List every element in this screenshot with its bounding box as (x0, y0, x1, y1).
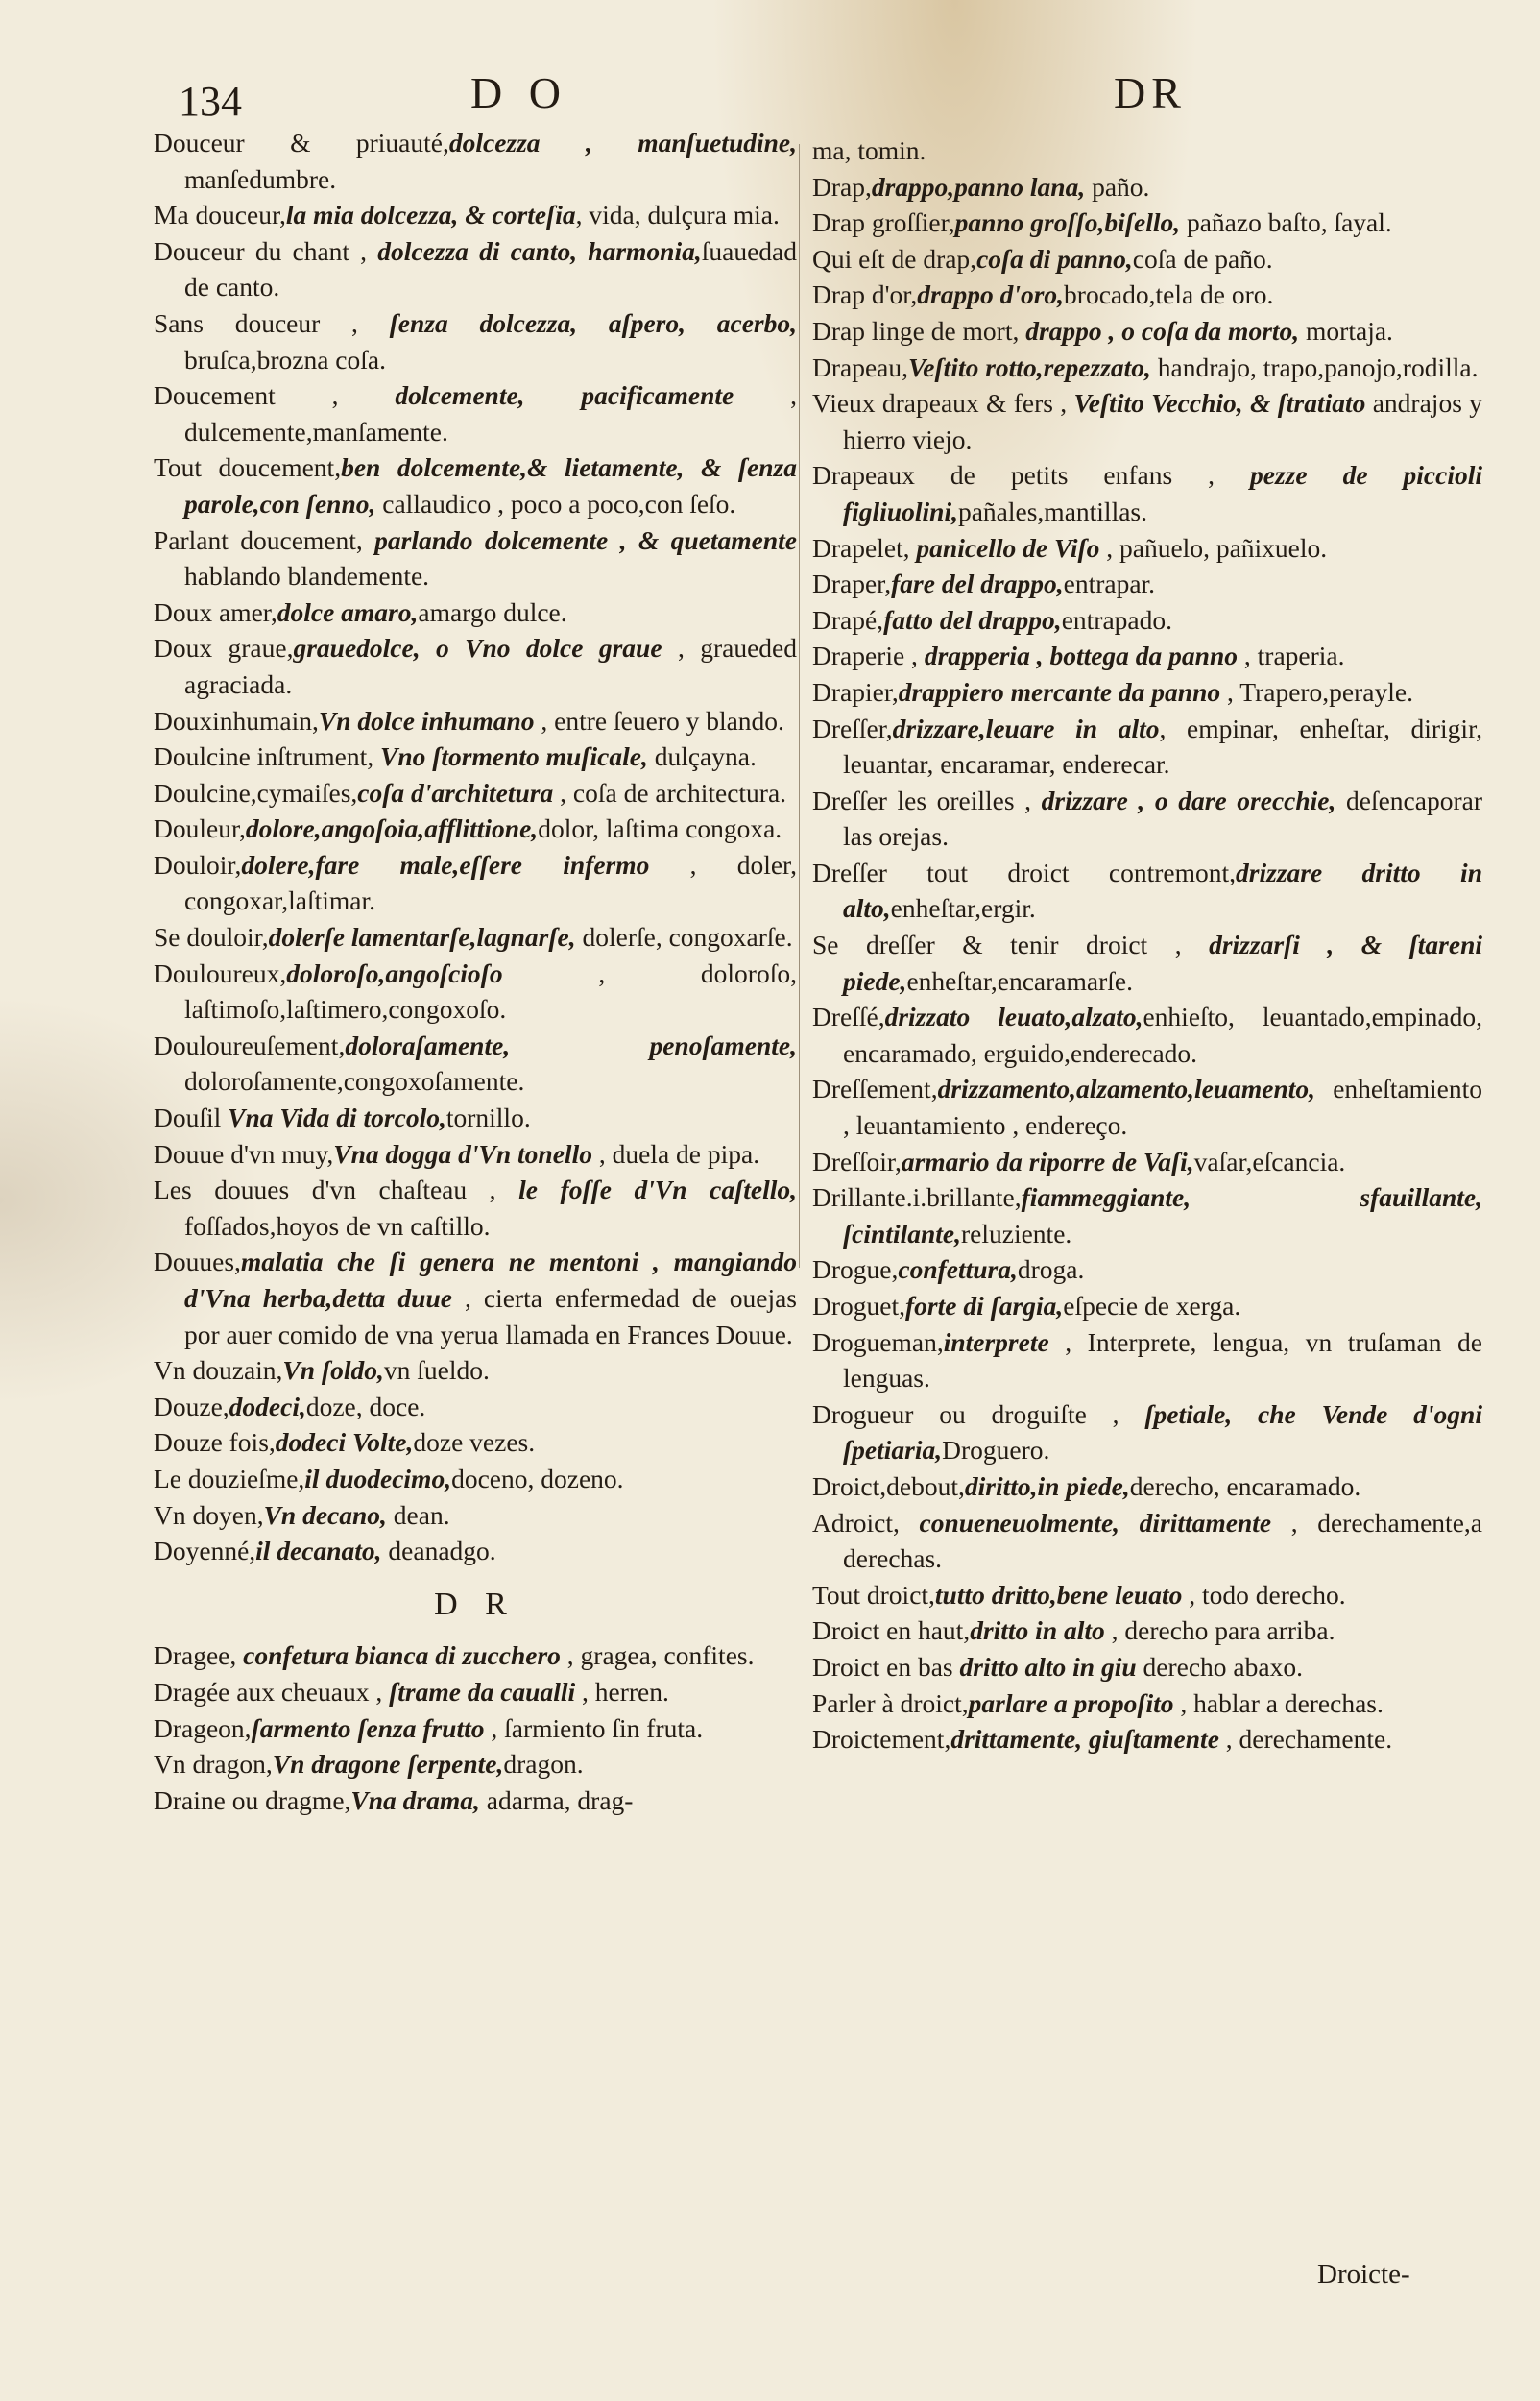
italian-gloss: parlando dolcemente , & quetamente (374, 524, 797, 555)
french-headword: Douxinhumain, (154, 705, 319, 736)
french-headword: Les douues d'vn chaſteau , (154, 1175, 519, 1205)
dictionary-entry (812, 1721, 1482, 1758)
french-headword: Douloir, (154, 849, 242, 880)
spanish-gloss: , todo derecho. (1182, 1579, 1346, 1610)
italian-gloss: dolce amaro, (277, 596, 419, 627)
french-headword: Draper, (812, 569, 892, 599)
spanish-gloss: doloroſamente,congoxoſamente. (184, 1066, 525, 1097)
italian-gloss: Vn ſoldo, (282, 1355, 384, 1386)
spanish-gloss: adarma, drag- (479, 1784, 634, 1815)
italian-gloss: il duodecimo, (304, 1463, 452, 1493)
italian-gloss: drittamente, giuſtamente (950, 1724, 1219, 1755)
spanish-gloss: derecho abaxo. (1136, 1651, 1303, 1682)
dictionary-entry (154, 703, 797, 740)
dictionary-entry (812, 1179, 1482, 1251)
french-headword: Drogue, (812, 1254, 899, 1285)
french-headword: Se douloir, (154, 922, 269, 953)
french-headword: Qui eſt de drap, (812, 243, 977, 274)
italian-gloss: la mia dolcezza, & corteſia (285, 200, 576, 230)
spanish-gloss: andrajos y hierro viejo. (843, 388, 1482, 454)
french-headword: Drapeaux de petits enfans , (812, 460, 1251, 491)
dictionary-entry (812, 277, 1482, 313)
french-headword: Doux graue, (154, 633, 294, 664)
spanish-gloss: , Interprete, lengua, vn truſaman de lenguas. (843, 1326, 1482, 1394)
right-column (812, 133, 1482, 1758)
spanish-gloss: pañales,mantillas. (957, 496, 1147, 526)
spanish-gloss: eſpecie de xerga. (1063, 1291, 1241, 1321)
italian-gloss: malatia che ſi genera ne mentoni , mangiando d'Vna herba,detta duue (184, 1247, 797, 1313)
dictionary-entry (154, 956, 797, 1028)
italian-gloss: confettura, (898, 1254, 1018, 1285)
spanish-gloss: droga. (1017, 1254, 1085, 1285)
french-headword: Douleur, (154, 813, 246, 844)
italian-gloss: drappo,panno lana, (871, 171, 1086, 202)
french-headword: Doux amer, (154, 596, 277, 627)
french-headword: Tout droict, (812, 1579, 935, 1610)
italian-gloss: confetura bianca di zucchero (243, 1640, 561, 1671)
french-headword: Ma douceur, (154, 200, 286, 230)
dictionary-entry (154, 1424, 797, 1461)
dictionary-entry (154, 630, 797, 702)
italian-gloss: drizzare,leuare in alto (892, 713, 1160, 743)
dictionary-entry (154, 1497, 797, 1534)
spanish-gloss: , cierta enfermedad de ouejas por auer comido de vna yerua llamada en Frances Douue. (184, 1283, 798, 1349)
italian-gloss: diritto,in piede, (964, 1470, 1130, 1501)
french-headword: Dreſſer tout droict contremont, (812, 857, 1237, 887)
french-headword: Dreſſoir, (812, 1146, 902, 1176)
italian-gloss: grauedolce, o Vno dolce graue (293, 633, 662, 664)
french-headword: Drogueman, (812, 1326, 944, 1357)
dictionary-entry (154, 1100, 797, 1136)
spanish-gloss: Droguero. (942, 1435, 1050, 1466)
dictionary-entry (812, 205, 1482, 241)
italian-gloss: tutto dritto,bene leuato (934, 1579, 1183, 1610)
italian-gloss: Vn dolce inhumano (318, 705, 535, 736)
spanish-gloss: entrapado. (1061, 604, 1172, 635)
french-headword: Draine ou dragme, (154, 1784, 351, 1815)
dictionary-entry (812, 530, 1482, 567)
italian-gloss: dritto alto in giu (959, 1651, 1137, 1682)
french-headword: Se dreſſer & tenir droict , (812, 930, 1210, 960)
dictionary-entry (812, 169, 1482, 206)
dictionary-entry (812, 1649, 1482, 1686)
dictionary-entry (812, 927, 1482, 999)
french-headword: Le douzieſme, (154, 1463, 305, 1493)
dictionary-entry (154, 739, 797, 775)
dictionary-entry (812, 241, 1482, 278)
dictionary-entry (812, 1577, 1482, 1613)
spanish-gloss: , gragea, confites. (560, 1640, 755, 1671)
spanish-gloss: vaſar,eſcancia. (1193, 1146, 1346, 1176)
italian-gloss: drizzare , o dare orecchie, (1041, 785, 1336, 815)
italian-gloss: dolcezza , manſuetudine, (448, 128, 798, 158)
italian-gloss: interprete (943, 1326, 1049, 1357)
italian-gloss: forte di ſargia, (905, 1291, 1064, 1321)
italian-gloss: dodeci, (229, 1391, 306, 1421)
italian-gloss: dolcemente, pacificamente (395, 380, 734, 411)
italian-gloss: coſa d'architetura (357, 777, 554, 808)
french-headword: Douceur du chant , (154, 235, 378, 266)
spanish-gloss: enheſtar,encaramarſe. (906, 965, 1133, 996)
italian-gloss: fiammeggiante, sfauillante, ſcintilante, (843, 1182, 1482, 1249)
spanish-gloss: , doloroſo, laſtimoſo,laſtimero,congoxoſo. (184, 958, 797, 1025)
dictionary-entry (154, 1172, 797, 1244)
italian-gloss: dolore,angoſoia,afflittione, (245, 813, 539, 844)
italian-gloss: ſarmento ſenza frutto (251, 1712, 485, 1743)
dictionary-entry (812, 313, 1482, 350)
french-headword: Vn doyen, (154, 1499, 264, 1530)
dictionary-entry (812, 133, 1482, 169)
dictionary-entry (812, 1324, 1482, 1396)
dictionary-entry (154, 1461, 797, 1497)
spanish-gloss: coſa de paño. (1132, 243, 1273, 274)
spanish-gloss: , doler, congoxar,laſtimar. (184, 849, 797, 916)
dictionary-entry (812, 1144, 1482, 1180)
dictionary-entry (812, 674, 1482, 711)
french-headword: Dreſſé, (812, 1002, 885, 1032)
dictionary-entry (812, 1251, 1482, 1288)
dictionary-entry (154, 1710, 797, 1747)
french-headword: Doulcine,cymaiſes, (154, 777, 358, 808)
french-headword: Douue d'vn muy, (154, 1138, 334, 1169)
spanish-gloss: tornillo. (445, 1103, 531, 1133)
dictionary-entry (154, 1028, 797, 1100)
italian-gloss: drappo d'oro, (917, 279, 1065, 310)
dictionary-entry (154, 1746, 797, 1783)
spanish-gloss: vn ſueldo. (383, 1355, 490, 1386)
dictionary-entry (812, 385, 1482, 457)
dictionary-entry (812, 566, 1482, 602)
french-headword: Drogueur ou droguiſte , (812, 1398, 1145, 1429)
french-headword: Dreſſer les oreilles , (812, 785, 1042, 815)
spanish-gloss: , vida, dulçura mia. (575, 200, 780, 230)
dictionary-entry (812, 1505, 1482, 1577)
spanish-gloss: dolerſe, congoxarſe. (575, 922, 793, 953)
section-heading-dr: D R (434, 1586, 517, 1622)
dictionary-entry (812, 855, 1482, 927)
spanish-gloss: hablando blandemente. (184, 561, 430, 592)
running-head-left: D O (470, 68, 568, 117)
spanish-gloss: foſſados,hoyos de vn caſtillo. (184, 1210, 491, 1241)
spanish-gloss: pañazo baſto, ſayal. (1180, 207, 1392, 238)
dictionary-entry (154, 1533, 797, 1569)
spanish-gloss: , coſa de architectura. (553, 777, 787, 808)
left-dr-entries (154, 1637, 797, 1818)
column-divider (799, 144, 800, 1268)
french-headword: Douues, (154, 1247, 241, 1277)
italian-gloss: parlare a propoſito (968, 1687, 1174, 1718)
spanish-gloss: , dulcemente,manſamente. (184, 380, 797, 447)
dictionary-entry (154, 125, 797, 197)
dictionary-entry (812, 711, 1482, 783)
italian-gloss: Veſtito rotto,repezzato, (908, 352, 1151, 382)
french-headword: Douze fois, (154, 1427, 276, 1458)
french-headword: Vn douzain, (154, 1355, 283, 1386)
french-headword: Vn dragon, (154, 1749, 273, 1780)
spanish-gloss: reluziente. (961, 1218, 1072, 1249)
spanish-gloss: ſuauedad de canto. (184, 235, 797, 303)
dictionary-entry (154, 775, 797, 812)
spanish-gloss: deanadgo. (381, 1536, 496, 1566)
dictionary-entry (154, 1352, 797, 1389)
dictionary-entry (812, 1686, 1482, 1722)
italian-gloss: fatto del drappo, (883, 604, 1062, 635)
french-headword: Doyenné, (154, 1536, 256, 1566)
spanish-gloss: enhieſto, leuantado,empinado, encaramado, erguido,enderecado. (843, 1002, 1482, 1068)
italian-gloss: ſpetiale, che Vende d'ogni ſpetiaria, (843, 1398, 1482, 1466)
french-headword: Drillante.i.brillante, (812, 1182, 1022, 1213)
dictionary-entry (812, 1396, 1482, 1468)
page-number: 134 (179, 78, 242, 125)
italian-gloss: ben dolcemente,& lietamente, & ſenza parole,con ſenno, (184, 452, 797, 519)
italian-gloss: Vna Vida di torcolo, (228, 1103, 446, 1133)
dictionary-entry (812, 350, 1482, 386)
italian-gloss: le foſſe d'Vn caſtello, (518, 1175, 797, 1205)
spanish-gloss: , graueded agraciada. (184, 633, 797, 699)
dictionary-entry (812, 1468, 1482, 1505)
dictionary-entry (154, 197, 797, 233)
spanish-gloss: brocado,tela de oro. (1064, 279, 1274, 310)
french-headword: Droictement, (812, 1724, 951, 1755)
dictionary-entry (154, 1244, 797, 1352)
spanish-gloss: mortaja. (1299, 315, 1393, 346)
french-headword: Drap groſſier, (812, 207, 955, 238)
italian-gloss: Veſtito Vecchio, & ſtratiato (1073, 388, 1366, 419)
italian-gloss: pezze de piccioli figliuolini, (843, 460, 1482, 526)
italian-gloss: Vn dragone ſerpente, (272, 1749, 504, 1780)
dictionary-entry (812, 1288, 1482, 1324)
french-headword: Douſil (154, 1103, 229, 1133)
dictionary-entry (812, 638, 1482, 674)
french-headword: Drageon, (154, 1712, 252, 1743)
french-headword: Vieux drapeaux & fers , (812, 388, 1074, 419)
italian-gloss: panno groſſo,biſello, (954, 207, 1181, 238)
french-headword: Douloureuſement, (154, 1030, 346, 1060)
spanish-gloss: amargo dulce. (418, 596, 567, 627)
right-entries (812, 133, 1482, 1758)
french-headword: Douze, (154, 1391, 229, 1421)
spanish-gloss: , traperia. (1238, 641, 1345, 671)
italian-gloss: doloroſo,angoſcioſo (286, 958, 503, 988)
italian-gloss: ſtrame da caualli (389, 1676, 576, 1707)
dictionary-entry (154, 233, 797, 305)
dictionary-entry (154, 449, 797, 521)
dictionary-entry (154, 1783, 797, 1819)
dictionary-entry (154, 847, 797, 919)
dictionary-entry (154, 811, 797, 847)
italian-gloss: il decanato, (255, 1536, 382, 1566)
spanish-gloss: derecho, encaramado. (1129, 1470, 1361, 1501)
spanish-gloss: enheſtamiento , leuantamiento , endereço. (843, 1074, 1482, 1141)
left-entries (154, 125, 797, 1569)
french-headword: Droict,debout, (812, 1470, 965, 1501)
spanish-gloss: doceno, dozeno. (451, 1463, 624, 1493)
spanish-gloss: , empinar, enheſtar, dirigir, leuantar, encaramar, enderecar. (843, 713, 1482, 780)
french-headword: Adroict, (812, 1507, 920, 1538)
french-headword: Drapé, (812, 604, 884, 635)
dictionary-entry (812, 602, 1482, 639)
spanish-gloss: manſedumbre. (184, 163, 337, 194)
spanish-gloss: , entre ſeuero y blando. (534, 705, 784, 736)
dictionary-entry (154, 377, 797, 449)
spanish-gloss: doze vezes. (413, 1427, 536, 1458)
spanish-gloss: , ſarmiento ſin fruta. (484, 1712, 704, 1743)
french-headword: Draperie , (812, 641, 925, 671)
french-headword: Dreſſer, (812, 713, 893, 743)
italian-gloss: drappiero mercante da panno (898, 676, 1221, 707)
dictionary-entry (154, 594, 797, 631)
french-headword: Dreſſement, (812, 1074, 938, 1104)
spanish-gloss: doze, doce. (305, 1391, 426, 1421)
spanish-gloss: dolor, laſtima congoxa. (538, 813, 782, 844)
dictionary-entry (812, 783, 1482, 855)
italian-gloss: dodeci Volte, (275, 1427, 414, 1458)
french-headword: Dragée aux cheuaux , (154, 1676, 390, 1707)
italian-gloss: Vna drama, (350, 1784, 480, 1815)
italian-gloss: dritto in alto (970, 1615, 1105, 1646)
spanish-gloss: , pañuelo, pañixuelo. (1099, 532, 1328, 563)
spanish-gloss: deſencaporar las orejas. (843, 785, 1482, 852)
french-headword: Douceur & priuauté, (154, 128, 449, 158)
italian-gloss: panicello de Viſo (916, 532, 1100, 563)
spanish-gloss: dragon. (503, 1749, 584, 1780)
spanish-gloss: enheſtar,ergir. (890, 893, 1036, 924)
spanish-gloss: entrapar. (1063, 569, 1156, 599)
french-headword: Drap d'or, (812, 279, 918, 310)
spanish-gloss: bruſca,brozna coſa. (184, 344, 386, 375)
dictionary-entry (812, 457, 1482, 529)
dictionary-entry (154, 1136, 797, 1173)
french-headword: Droict en haut, (812, 1615, 971, 1646)
italian-gloss: drizzarſi , & ſtareni piede, (843, 930, 1483, 996)
french-headword: Dragee, (154, 1640, 244, 1671)
italian-gloss: drappo , o coſa da morto, (1025, 315, 1300, 346)
italian-gloss: Vna dogga d'Vn tonello (333, 1138, 592, 1169)
running-head-right: DR (1114, 68, 1187, 117)
french-headword: Doucement , (154, 380, 396, 411)
french-headword: Douloureux, (154, 958, 287, 988)
french-headword: Parler à droict, (812, 1687, 969, 1718)
dictionary-entry (154, 305, 797, 377)
italian-gloss: ſenza dolcezza, aſpero, acerbo, (389, 307, 797, 338)
italian-gloss: armario da riporre de Vaſi, (901, 1146, 1194, 1176)
dictionary-entry (154, 919, 797, 956)
spanish-gloss: , herren. (575, 1676, 669, 1707)
spanish-gloss: paño. (1085, 171, 1150, 202)
italian-gloss: Vn decano, (263, 1499, 387, 1530)
french-headword: Sans douceur , (154, 307, 390, 338)
dictionary-entry (154, 1674, 797, 1710)
dictionary-entry (812, 1613, 1482, 1649)
spanish-gloss: callaudico , poco a poco,con ſeſo. (375, 488, 736, 519)
catchword: Droicte- (1317, 2259, 1410, 2290)
spanish-gloss: , hablar a derechas. (1173, 1687, 1384, 1718)
spanish-gloss: dulçayna. (647, 741, 757, 772)
italian-gloss: drapperia , bottega da panno (924, 641, 1239, 671)
spanish-gloss: , duela de pipa. (591, 1138, 760, 1169)
dictionary-entry (154, 1637, 797, 1674)
french-headword: Drapier, (812, 676, 899, 707)
spanish-gloss: , Trapero,perayle. (1220, 676, 1413, 707)
french-headword: Drap, (812, 171, 872, 202)
italian-gloss: drizzato leuato,alzato, (884, 1002, 1143, 1032)
italian-gloss: Vno ſtormento muſicale, (380, 741, 648, 772)
dictionary-entry (812, 1071, 1482, 1143)
spanish-gloss: handrajo, trapo,panojo,rodilla. (1150, 352, 1479, 382)
french-headword: Drapelet, (812, 532, 917, 563)
italian-gloss: conueneuolmente, dirittamente (919, 1507, 1272, 1538)
spanish-gloss: , derecho para arriba. (1104, 1615, 1335, 1646)
dictionary-entry (154, 522, 797, 594)
spanish-gloss: dean. (386, 1499, 450, 1530)
italian-gloss: coſa di panno, (976, 243, 1133, 274)
french-headword: Tout doucement, (154, 452, 342, 483)
spanish-gloss: , derechamente,a derechas. (843, 1507, 1482, 1574)
french-headword: Drap linge de mort, (812, 315, 1026, 346)
spanish-gloss: , derechamente. (1218, 1724, 1393, 1755)
italian-gloss: dolere,fare male,eſſere infermo (241, 849, 650, 880)
french-headword: Doulcine inſtrument, (154, 741, 380, 772)
french-headword: Droict en bas (812, 1651, 960, 1682)
italian-gloss: doloraſamente, penoſamente, (345, 1030, 797, 1060)
italian-gloss: dolerſe lamentarſe,lagnarſe, (268, 922, 576, 953)
spanish-gloss: ma, tomin. (812, 135, 926, 165)
french-headword: Parlant doucement, (154, 524, 375, 555)
dictionary-entry (154, 1389, 797, 1425)
left-column (154, 125, 797, 1818)
italian-gloss: dolcezza di canto, harmonia, (377, 235, 702, 266)
french-headword: Droguet, (812, 1291, 905, 1321)
italian-gloss: fare del drappo, (891, 569, 1064, 599)
dictionary-entry (812, 999, 1482, 1071)
italian-gloss: drizzamento,alzamento,leuamento, (937, 1074, 1316, 1104)
french-headword: Drapeau, (812, 352, 909, 382)
italian-gloss: drizzare dritto in alto, (843, 857, 1482, 924)
